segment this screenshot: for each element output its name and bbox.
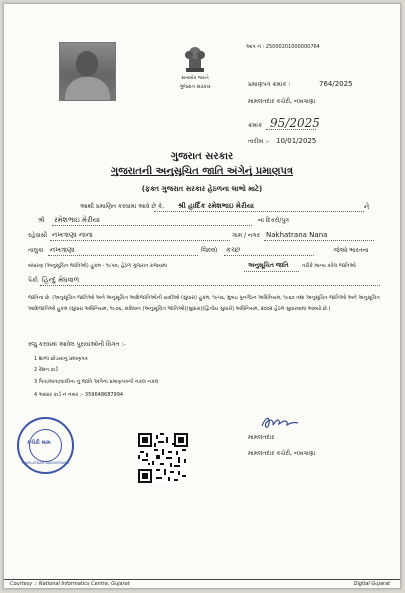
caste-prefix: પૈકી <box>28 277 38 284</box>
office-seal <box>17 417 74 474</box>
documents-heading: રજુ કરવામાં આવેલ પુરાવાઓની વિગત :- <box>28 341 126 348</box>
certify-intro: આથી પ્રમાણિત કરવામાં આવે છે કે, <box>80 203 165 210</box>
government-title: ગુજરાત સરકાર <box>170 151 234 162</box>
caste-category: અનુસૂચિત જાતિ <box>248 262 289 269</box>
date-label: તારીખ :- <box>248 138 270 145</box>
village-value: Nakhatrana Nana <box>266 231 328 239</box>
son-of-label: ના દિકરો/પુત્ર <box>258 217 290 224</box>
signatory-designation: મામલતદાર <box>248 434 275 441</box>
footer-brand: Digital Gujarat <box>353 581 390 587</box>
certificate-subtitle: (ફક્ત ગુજરાત સરકાર હેઠળના લાભો માટે) <box>141 185 263 193</box>
order-text: બંધારણ (અનુસૂચિત જાતિઓ) હુકમ - ૧૯૫૦, હેઠળ ગુજરાત રાજ્યમાં <box>28 263 168 269</box>
legal-paragraph: જાતિના છે. (અનુસૂચિત જાતિઓ અને અનુસૂચિત આદિજાતિઓની યાદીઓ (સુધારા) હુકમ, ૧૯૫૬, મુંબઇ પુનર્ગઠન અધિનિયમ, ૧૯૬૦ તથા અનુસૂચિત જાતિઓ અને અનુસૂચિત આદિજાતિઓ હુકમ (સુધારા અધિનિયમ, ૧૯૭૬, સંવિધાન (અનુસૂચિત જાતિઓ)(સુધારા)(દ્વિતીય સુધારો) અધિનિયમ, ૨૦૦૨ હેઠળ સુધારવામાં આવ્યો છે.) <box>28 295 380 312</box>
certificate-page: આપ નં : 25000201000000764 સત્યમેવ જયતે ગુજરાત સરકાર પ્રમાણપત્ર ક્રમાંક : 764/2025 મામલતદાર કચેરી, નખત્રાણા ક્રમાંક 95/2025 તારીખ :- 10/01/2025 ગુજરાત સરકાર ગુજરાતની અનુસૂચિત જાતિ અંગેનું પ્રમાણપત્ર (ફક્ત ગુજરાત સરકાર હેઠળના લાભો માટે) આથી પ્રમાણિત કરવામાં આવે છે કે, શ્રી હાર્દિક રમેશભાઇ મેરીયા ને શ્રી રમેશભાઇ મેરીયા ના દિકરો/પુત્ર રહેવાસી નખત્રાણા નાના ગામ / નગર Nakhatrana Nana તાલુકા નખત્રાણા જિલ્લો કચ્છ જેઓ ભારતના બંધારણ (અનુસૂચિત જાતિઓ) હુકમ - ૧૯૫૦, હેઠળ ગુજરાત રાજ્યમાં અનુસૂચિત જાતિ તરીકે માન્ય કરેલ જાતિઓ પૈકી હિન્દુ મેઘવાળ જાતિના છે. (અનુસૂચિત જાતિઓ અને અનુસૂચિત આદિજાતિઓની યાદીઓ (સુધારા) હુકમ, ૧૯૫૬, મુંબઇ પુનર્ગઠન અધિનિયમ, ૧૯૬૦ તથા અનુસૂચિત જાતિઓ અને અનુસૂચિત આદિજાતિઓ હુકમ (સુધારા અધિનિયમ, ૧૯૭૬, સંવિધાન (અનુસૂચિત જાતિઓ)(સુધારા)(દ્વિતીય સુધારો) અધિનિયમ, ૨૦૦૨ હેઠળ સુધારવામાં આવ્યો છે.) રજુ કરવામાં આવેલ પુરાવાઓની વિગત :- 1 શાળા છોડયાનું પ્રમાણપત્ર 2 રેશન કાર્ડ 3 પિતા/માતા/વાલીના નું જાતિ અંગેનાં પ્રમાણપત્રની નકલ નકલ 4 આધાર કાર્ડ નં નંબર :- 359648687994 કચેરી મામ MAMLATDAR NAKHATRANA મામલતદાર મામલતદાર કચેરી, નખત્રાણા Courtesy :: National Informatics Centre, Gujarat Digital Gujarat <box>3 3 401 589</box>
applicant-name: શ્રી હાર્દિક રમેશભાઇ મેરીયા <box>178 202 254 210</box>
taluka-label: તાલુકા <box>28 247 44 254</box>
document-item: 3 પિતા/માતા/વાલીના નું જાતિ અંગેનાં પ્રમાણપત્રની નકલ નકલ <box>34 379 159 385</box>
taluka-value: નખત્રાણા <box>50 246 75 254</box>
district-value: કચ્છ <box>226 246 241 254</box>
applicant-photo <box>59 42 116 101</box>
footer-courtesy: Courtesy :: National Informatics Centre, Gujarat <box>10 581 130 587</box>
district-label: જિલ્લો <box>201 247 218 254</box>
seal-ring-text: MAMLATDAR NAKHATRANA <box>21 461 70 465</box>
qr-code <box>138 433 188 483</box>
certificate-title: ગુજરાતની અનુસૂચિત જાતિ અંગેનું પ્રમાણપત્ર <box>110 166 294 177</box>
father-name: રમેશભાઇ મેરીયા <box>54 216 101 224</box>
emblem-caption: ગુજરાત સરકાર <box>179 84 211 90</box>
residence-value: નખત્રાણા નાના <box>52 231 93 239</box>
certificate-number: 764/2025 <box>319 80 353 88</box>
name-prefix: શ્રી <box>38 217 45 224</box>
office-line: મામલતદાર કચેરી, નખત્રાણા <box>248 98 316 105</box>
residence-label: રહેવાસી <box>28 232 48 239</box>
footer-rule <box>4 579 400 580</box>
certificate-number-label: પ્રમાણપત્ર ક્રમાંક : <box>248 81 291 88</box>
document-item: 4 આધાર કાર્ડ નં નંબર :- 359648687994 <box>34 392 124 398</box>
order-suffix: તરીકે માન્ય કરેલ જાતિઓ <box>302 263 356 269</box>
application-number: આપ નં : 25000201000000764 <box>246 44 320 50</box>
national-emblem-icon <box>174 44 216 82</box>
signatory-office: મામલતદાર કચેરી, નખત્રાણા <box>248 450 316 457</box>
caste-name: હિન્દુ મેઘવાળ <box>42 276 80 284</box>
number-label: ક્રમાંક <box>248 122 263 129</box>
handwritten-number: 95/2025 <box>270 116 320 130</box>
state-suffix: જેઓ ભારતના <box>334 247 369 254</box>
document-item: 2 રેશન કાર્ડ <box>34 367 59 373</box>
issue-date: 10/01/2025 <box>276 137 317 145</box>
signature-icon <box>260 414 300 432</box>
document-item: 1 શાળા છોડયાનું પ્રમાણપત્ર <box>34 356 88 362</box>
village-label: ગામ / નગર <box>232 232 260 239</box>
seal-center-text: કચેરી મામ <box>27 440 51 446</box>
svg-text:સત્યમેવ જયતે: સત્યમેવ જયતે <box>181 76 209 81</box>
